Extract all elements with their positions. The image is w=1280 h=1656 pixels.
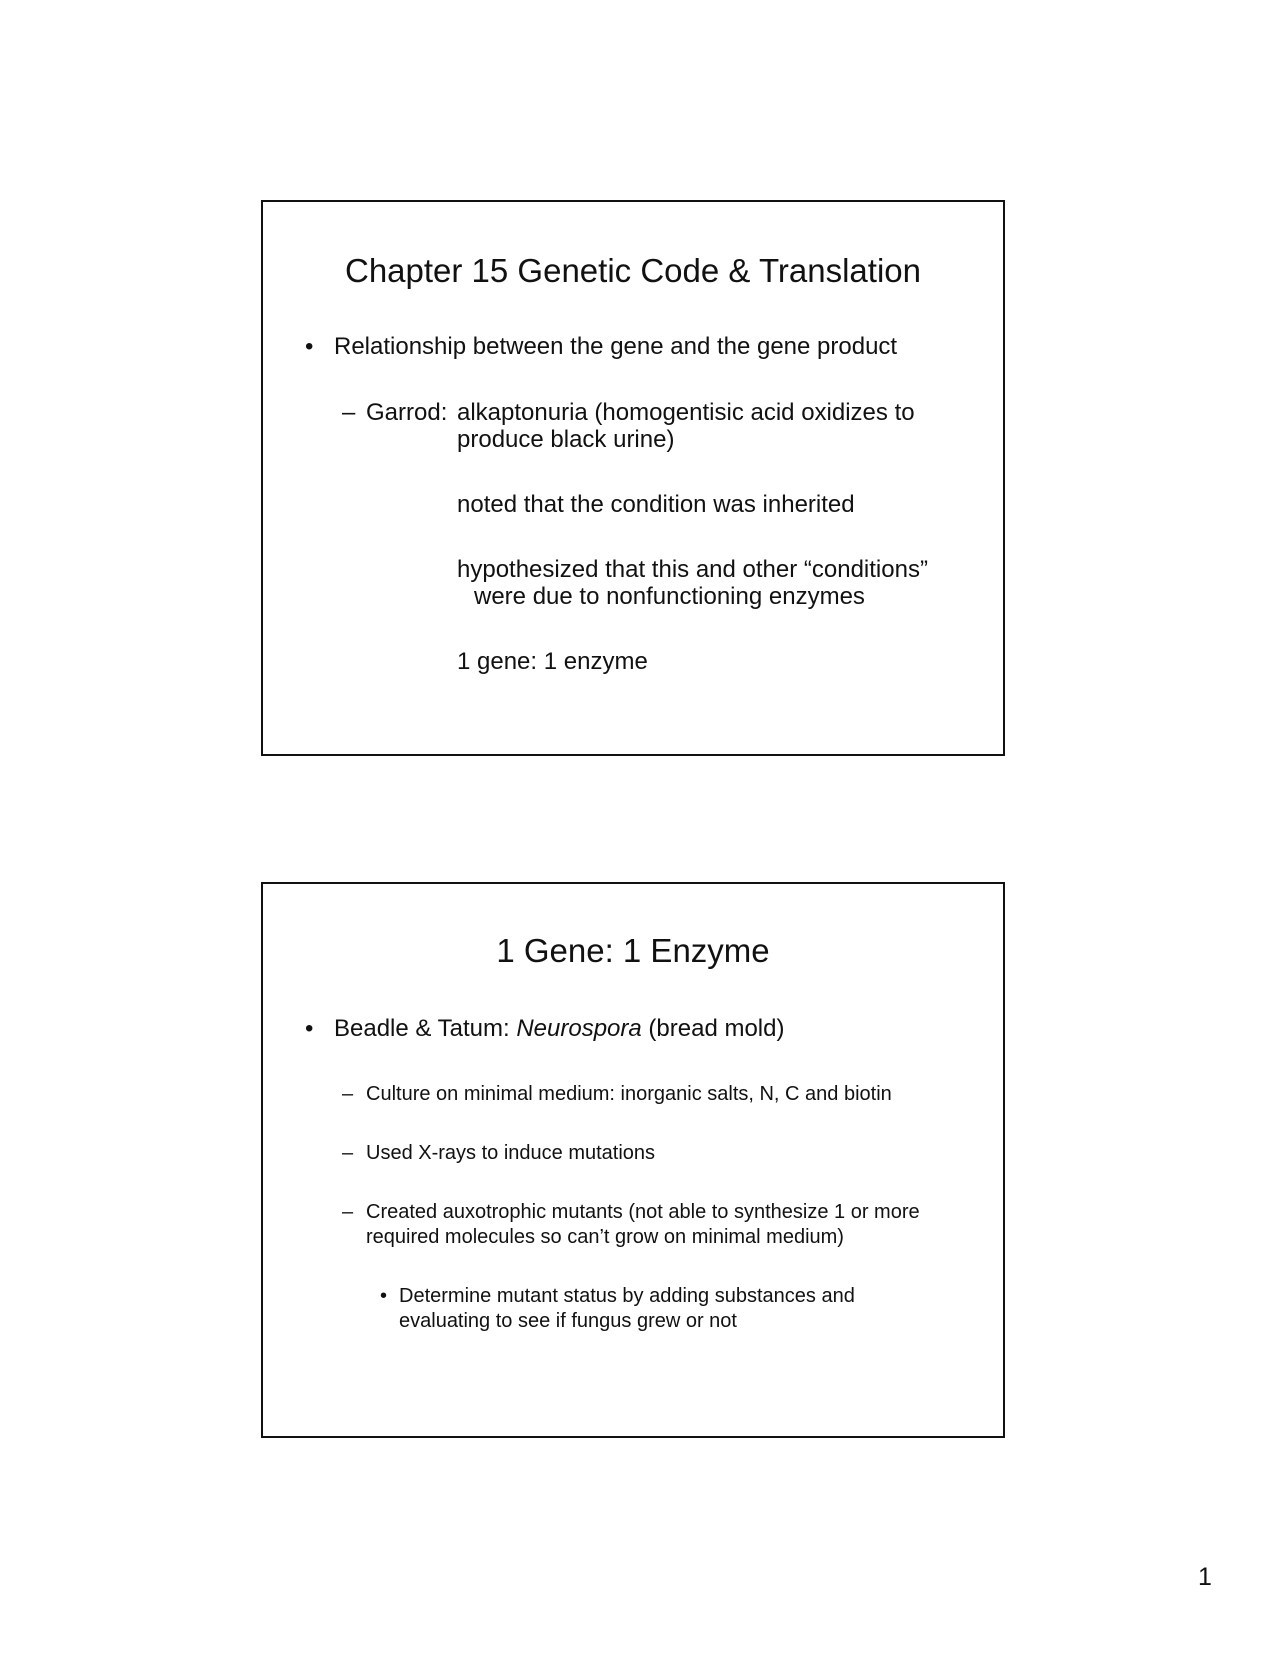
garrod-line-1: alkaptonuria (homogentisic acid oxidizes to [457,399,915,426]
determine-status-line-1: Determine mutant status by adding substances and [399,1285,855,1307]
auxotrophic-line-1: Created auxotrophic mutants (not able to synthesize 1 or more [366,1201,920,1223]
bread-mold-text: (bread mold) [641,1015,785,1042]
neurospora-italic: Neurospora [516,1015,642,1042]
garrod-label: Garrod: [366,399,448,426]
slide-1 [261,200,1005,756]
one-gene-one-enzyme: 1 gene: 1 enzyme [457,648,648,675]
beadle-tatum-bullet [334,1015,784,1043]
dash-marker: – [342,399,356,426]
page-number: 1 [1198,1563,1212,1591]
hypothesized-line-1: hypothesized that this and other “conditions” [457,556,928,583]
dash-marker: – [342,1083,354,1105]
culture-minimal-medium: Culture on minimal medium: inorganic salts, N, C and biotin [366,1083,892,1105]
dash-marker: – [342,1201,354,1223]
garrod-line-2: produce black urine) [457,426,675,453]
hypothesized-line-2: were due to nonfunctioning enzymes [474,583,865,610]
xray-mutations: Used X-rays to induce mutations [366,1142,656,1164]
slide-2 [261,882,1005,1438]
determine-status-line-2: evaluating to see if fungus grew or not [399,1310,737,1332]
slide-2-title: 1 Gene: 1 Enzyme [496,932,770,969]
dash-marker: – [342,1142,354,1164]
bullet-marker: • [305,333,314,360]
bullet-marker: • [305,1015,314,1042]
noted-inherited: noted that the condition was inherited [457,491,855,518]
auxotrophic-line-2: required molecules so can’t grow on minimal medium) [366,1226,844,1248]
bullet-marker: • [380,1285,388,1307]
beadle-tatum-text: Beadle & Tatum: [334,1015,517,1042]
slide-1-title: Chapter 15 Genetic Code & Translation [344,252,921,289]
slide-1-bullet-relationship: Relationship between the gene and the gene product [334,333,898,360]
